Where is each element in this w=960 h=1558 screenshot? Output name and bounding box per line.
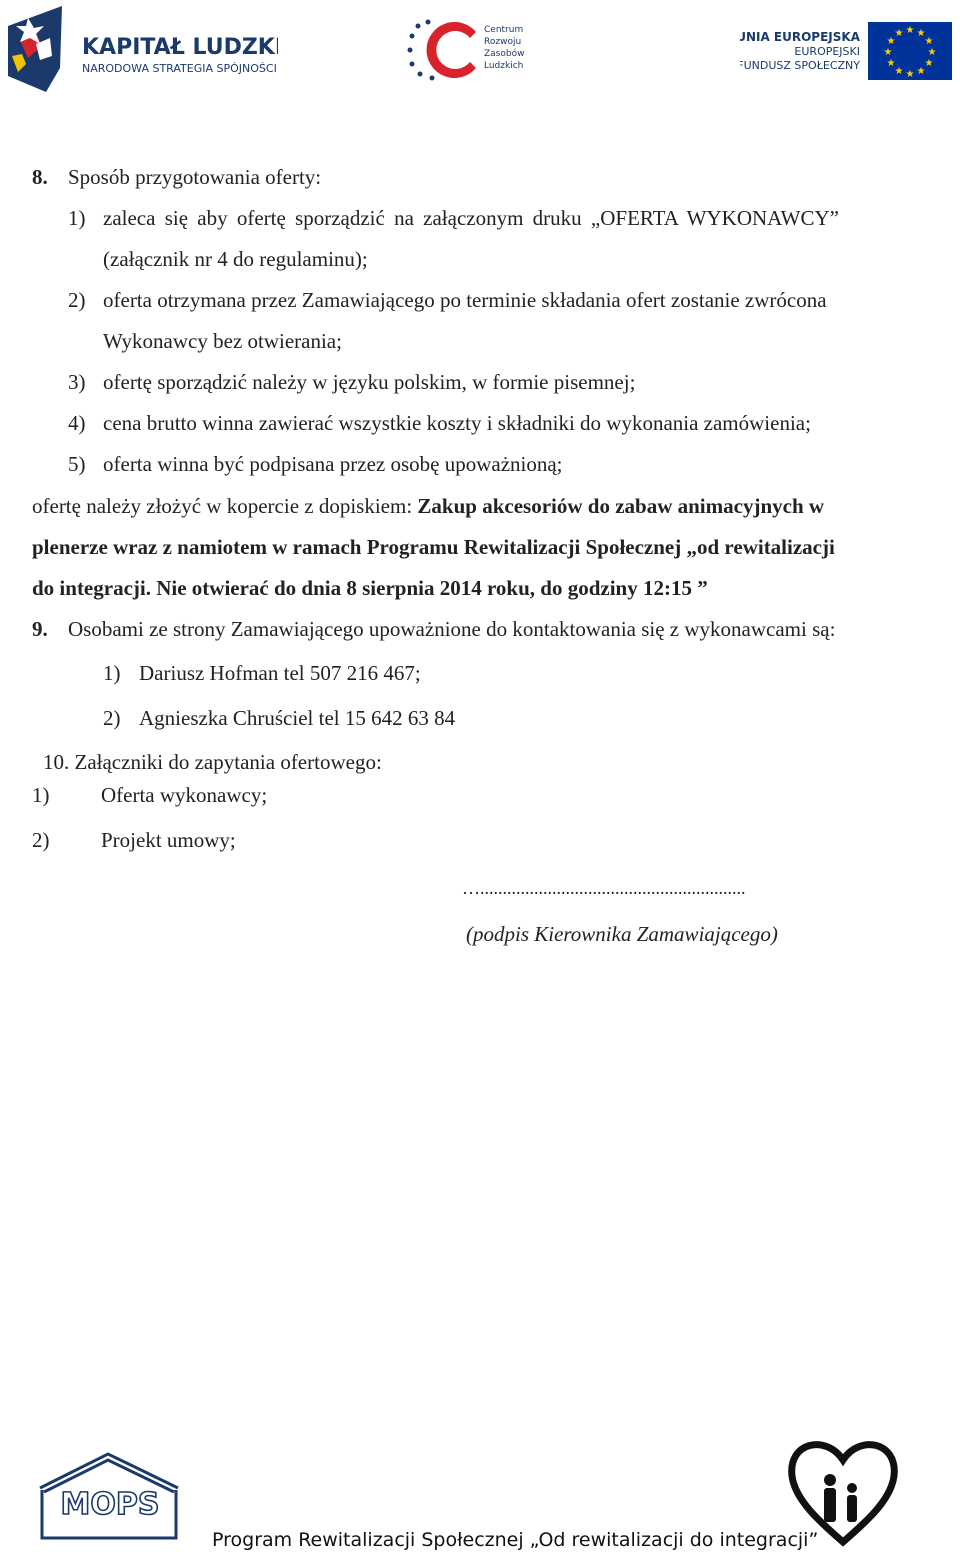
attachment-text: Projekt umowy;: [101, 828, 236, 852]
contact-number: 2): [103, 706, 121, 730]
eu-logo: [740, 20, 954, 82]
contact-number: 1): [103, 661, 121, 685]
eu-line-2: EUROPEJSKI: [794, 45, 860, 58]
list-item-text-continued: (załącznik nr 4 do regulaminu);: [103, 247, 368, 271]
eu-flag-icon: [740, 20, 954, 82]
section-10-title: 10. Załączniki do zapytania ofertowego:: [43, 750, 382, 774]
crzl-line-2: Rozwoju: [484, 37, 522, 47]
mops-house-icon: [38, 1450, 180, 1542]
contact-text: Dariusz Hofman tel 507 216 467;: [139, 661, 421, 685]
mops-logo: [38, 1450, 180, 1542]
attachment-number: 1): [32, 783, 50, 807]
attachment-text: Oferta wykonawcy;: [101, 783, 268, 807]
kapital-ludzki-subtitle: NARODOWA STRATEGIA SPÓJNOŚCI: [82, 62, 277, 75]
kapital-ludzki-emblem-icon: [6, 6, 278, 96]
section-9-number: 9.: [32, 617, 48, 641]
crzl-line-4: Ludzkich: [484, 61, 524, 71]
crzl-line-1: Centrum: [484, 25, 524, 35]
kapital-ludzki-logo: [6, 6, 278, 96]
list-item-number: 1): [68, 206, 86, 230]
crzl-line-3: Zasobów: [484, 49, 525, 59]
envelope-line-1: [32, 493, 824, 519]
eu-line-3: FUNDUSZ SPOŁECZNY: [740, 59, 860, 72]
list-item-number: 2): [68, 288, 86, 312]
signature-dots: …...........................................................: [462, 878, 746, 898]
envelope-line-2: plenerze wraz z namiotem w ramach Programu Rewitalizacji Społecznej „od rewitalizacji: [32, 535, 835, 559]
list-item-text: cena brutto winna zawierać wszystkie koszty i składniki do wykonania zamówienia;: [103, 411, 811, 435]
footer-program-text: Program Rewitalizacji Społecznej „Od rewitalizacji do integracji”: [212, 1529, 819, 1551]
svg-text:★: ★: [916, 28, 926, 39]
svg-text:★: ★: [924, 36, 934, 47]
list-item-text: oferta otrzymana przez Zamawiającego po terminie składania ofert zostanie zwrócona: [103, 288, 827, 312]
crzl-emblem-icon: [404, 18, 534, 82]
section-8-title: Sposób przygotowania oferty:: [68, 165, 322, 189]
svg-text:★: ★: [924, 58, 934, 69]
crzl-logo: [404, 18, 534, 82]
list-item-text-continued: Wykonawcy bez otwierania;: [103, 329, 342, 353]
contact-text: Agnieszka Chruściel tel 15 642 63 84: [139, 706, 456, 730]
section-9-title: Osobami ze strony Zamawiającego upoważnione do kontaktowania się z wykonawcami są:: [68, 617, 836, 641]
signature-caption: (podpis Kierownika Zamawiającego): [466, 922, 778, 946]
envelope-line-3: do integracji. Nie otwierać do dnia 8 sierpnia 2014 roku, do godziny 12:15 ”: [32, 576, 708, 600]
list-item-text: oferta winna być podpisana przez osobę upoważnioną;: [103, 452, 563, 476]
envelope-bold-text: Zakup akcesoriów do zabaw animacyjnych w: [417, 494, 825, 518]
section-8-number: 8.: [32, 165, 48, 189]
svg-text:★: ★: [905, 69, 915, 80]
svg-text:★: ★: [927, 47, 937, 58]
svg-text:★: ★: [894, 66, 904, 77]
kapital-ludzki-title: KAPITAŁ LUDZKI: [82, 35, 278, 60]
list-item-text: zaleca się aby ofertę sporządzić na załączonym druku „OFERTA WYKONAWCY”: [103, 206, 839, 230]
svg-text:★: ★: [894, 28, 904, 39]
list-item-text: ofertę sporządzić należy w języku polskim, w formie pisemnej;: [103, 370, 636, 394]
svg-text:★: ★: [905, 25, 915, 36]
svg-text:★: ★: [883, 47, 893, 58]
eu-line-1: UNIA EUROPEJSKA: [740, 30, 860, 44]
list-item-number: 4): [68, 411, 86, 435]
svg-text:★: ★: [916, 66, 926, 77]
attachment-number: 2): [32, 828, 50, 852]
svg-text:★: ★: [886, 36, 896, 47]
svg-text:★: ★: [886, 58, 896, 69]
mops-logo-text: MOPS: [60, 1487, 160, 1522]
list-item-number: 3): [68, 370, 86, 394]
list-item-number: 5): [68, 452, 86, 476]
envelope-intro: ofertę należy złożyć w kopercie z dopiskiem:: [32, 494, 413, 518]
